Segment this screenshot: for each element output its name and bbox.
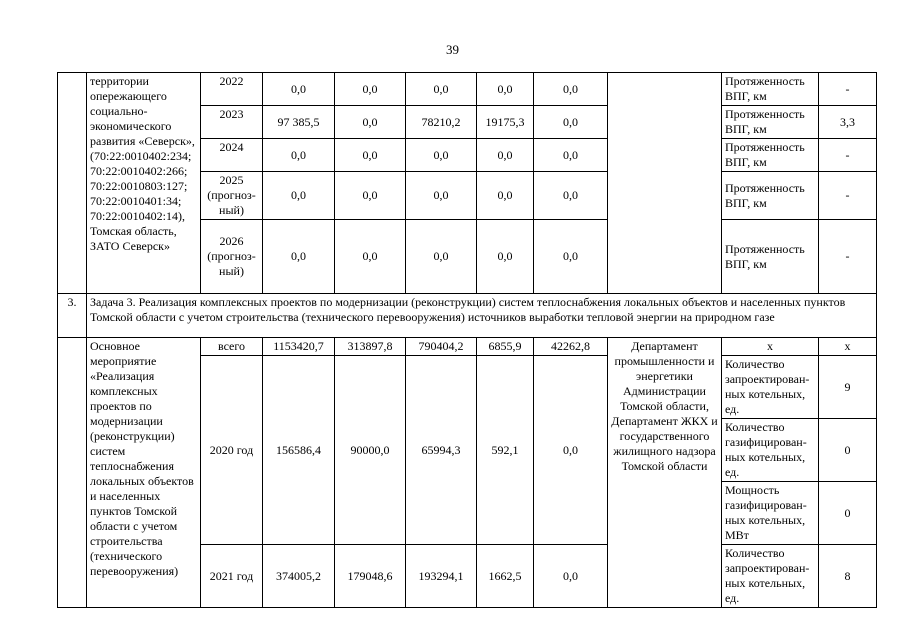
federal-cell: 313897,8 — [335, 338, 406, 356]
activity-name-cell: Основное мероприятие «Реализация комплексных проектов по модернизации (реконструкции) систем теплоснабжения локальных объектов и населенных пунктов Томской области с учетом строительства (технического перевооружения) — [87, 338, 201, 608]
regional-cell: 193294,1 — [406, 545, 477, 608]
indicator-cell: Протяженность ВПГ, км — [722, 139, 819, 172]
table-row — [58, 73, 877, 106]
indicator-value-cell: 9 — [819, 356, 877, 419]
indicator-cell: Протяженность ВПГ, км — [722, 172, 819, 220]
year-cell: 2021 год — [201, 545, 263, 608]
indicator-cell: х — [722, 338, 819, 356]
federal-cell: 0,0 — [335, 172, 406, 220]
task-title: Задача 3. Реализация комплексных проектов по модернизации (реконструкции) систем теплоснабжения локальных объектов и населенных пунктов Томской области с учетом строительства (технического перевооружения) источников выработки тепловой энергии на природном газе — [87, 294, 877, 338]
program-table — [57, 72, 877, 608]
indicator-value-cell: 3,3 — [819, 106, 877, 139]
municipal-cell: 0,0 — [477, 172, 534, 220]
page-number: 39 — [446, 42, 459, 57]
indicator-value-cell: х — [819, 338, 877, 356]
regional-cell: 78210,2 — [406, 106, 477, 139]
indicator-value-cell: - — [819, 139, 877, 172]
indicator-cell: Протяженность ВПГ, км — [722, 106, 819, 139]
federal-cell: 0,0 — [335, 73, 406, 106]
municipal-cell: 0,0 — [477, 73, 534, 106]
year-cell: 2024 — [201, 139, 263, 172]
municipal-cell: 592,1 — [477, 356, 534, 545]
external-cell: 0,0 — [534, 356, 608, 545]
total-cell: 1153420,7 — [263, 338, 335, 356]
regional-cell: 0,0 — [406, 73, 477, 106]
indicator-value-cell: 0 — [819, 419, 877, 482]
regional-cell: 0,0 — [406, 139, 477, 172]
indicator-cell: Количество запроектирован-ных котельных, ед. — [722, 545, 819, 608]
row-number-cell — [58, 73, 87, 294]
indicator-cell: Мощность газифицирован-ных котельных, МВт — [722, 482, 819, 545]
external-cell: 0,0 — [534, 73, 608, 106]
regional-cell: 790404,2 — [406, 338, 477, 356]
total-cell: 0,0 — [263, 220, 335, 294]
indicator-cell: Количество запроектирован-ных котельных, ед. — [722, 356, 819, 419]
year-cell: всего — [201, 338, 263, 356]
executor-cell: Департамент промышленности и энергетики Администрации Томской области, Департамент ЖКХ и государственного жилищного надзора Томской области — [608, 338, 722, 608]
external-cell: 0,0 — [534, 545, 608, 608]
federal-cell: 0,0 — [335, 106, 406, 139]
indicator-value-cell: - — [819, 172, 877, 220]
external-cell: 42262,8 — [534, 338, 608, 356]
year-cell: 2020 год — [201, 356, 263, 545]
external-cell: 0,0 — [534, 220, 608, 294]
federal-cell: 179048,6 — [335, 545, 406, 608]
year-cell: 2023 — [201, 106, 263, 139]
total-cell: 0,0 — [263, 172, 335, 220]
total-cell: 0,0 — [263, 139, 335, 172]
municipal-cell: 1662,5 — [477, 545, 534, 608]
total-cell: 374005,2 — [263, 545, 335, 608]
federal-cell: 90000,0 — [335, 356, 406, 545]
total-cell: 97 385,5 — [263, 106, 335, 139]
row-number-cell — [58, 338, 87, 608]
indicator-cell: Протяженность ВПГ, км — [722, 220, 819, 294]
indicator-value-cell: - — [819, 73, 877, 106]
indicator-value-cell: - — [819, 220, 877, 294]
regional-cell: 0,0 — [406, 172, 477, 220]
municipal-cell: 6855,9 — [477, 338, 534, 356]
external-cell: 0,0 — [534, 106, 608, 139]
total-cell: 0,0 — [263, 73, 335, 106]
activity-name-cell: территории опережающего социально-экономического развития «Северск», (70:22:0010402:234; 70:22:0010402:266; 70:22:0010803:127; 70:22:0010401:34; 70:22:0010402:14), Томская область, ЗАТО Северск» — [87, 73, 201, 294]
indicator-cell: Количество газифицирован-ных котельных, ед. — [722, 419, 819, 482]
year-cell: 2022 — [201, 73, 263, 106]
table-row — [58, 338, 877, 356]
external-cell: 0,0 — [534, 139, 608, 172]
municipal-cell: 0,0 — [477, 220, 534, 294]
regional-cell: 0,0 — [406, 220, 477, 294]
year-cell: 2025 (прогноз-ный) — [201, 172, 263, 220]
executor-cell — [608, 73, 722, 294]
indicator-value-cell: 0 — [819, 482, 877, 545]
regional-cell: 65994,3 — [406, 356, 477, 545]
municipal-cell: 19175,3 — [477, 106, 534, 139]
task-row — [58, 294, 877, 338]
year-cell: 2026 (прогноз-ный) — [201, 220, 263, 294]
municipal-cell: 0,0 — [477, 139, 534, 172]
external-cell: 0,0 — [534, 172, 608, 220]
federal-cell: 0,0 — [335, 139, 406, 172]
federal-cell: 0,0 — [335, 220, 406, 294]
indicator-cell: Протяженность ВПГ, км — [722, 73, 819, 106]
task-number: 3. — [58, 294, 87, 338]
indicator-value-cell: 8 — [819, 545, 877, 608]
total-cell: 156586,4 — [263, 356, 335, 545]
